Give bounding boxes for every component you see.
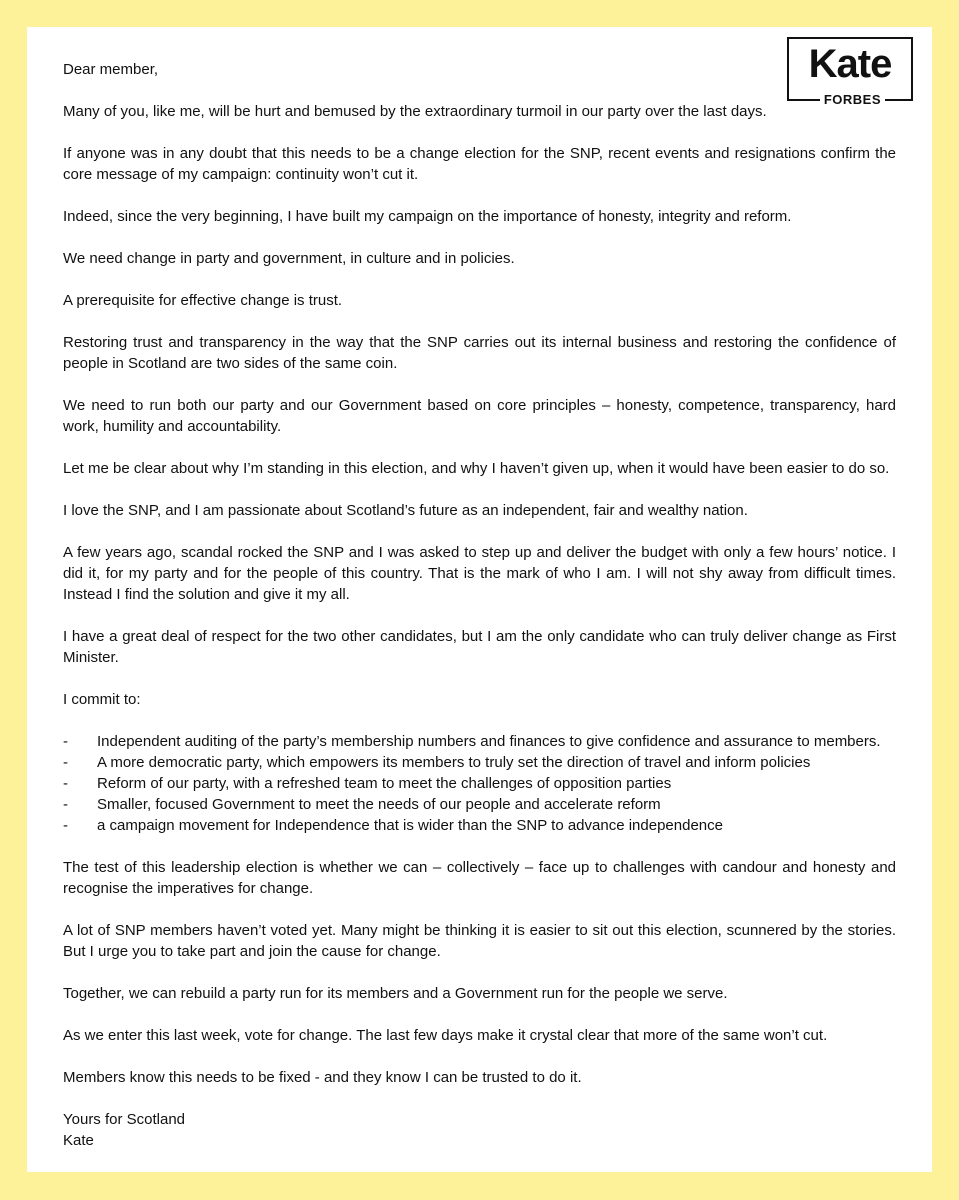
list-item-text: A more democratic party, which empowers its members to truly set the direction of travel and inform policies — [97, 754, 811, 771]
bullet-dash: - — [63, 817, 68, 834]
list-item-text: Smaller, focused Government to meet the needs of our people and accelerate reform — [97, 796, 661, 813]
logo-surname: FORBES — [820, 92, 885, 108]
paragraph: We need change in party and government, in culture and in policies. — [63, 250, 515, 267]
paragraph: I love the SNP, and I am passionate about Scotland’s future as an independent, fair and wealthy nation. — [63, 502, 748, 519]
paragraph: We need to run both our party and our Government based on core principles – honesty, competence, transparency, hard work, humility and accountability. — [63, 397, 896, 435]
paragraph: Indeed, since the very beginning, I have built my campaign on the importance of honesty, integrity and reform. — [63, 208, 792, 225]
paragraph: Together, we can rebuild a party run for its members and a Government run for the people we serve. — [63, 985, 728, 1002]
signature-block — [63, 1109, 896, 1151]
bullet-dash: - — [63, 754, 68, 771]
list-item — [63, 773, 896, 794]
paragraph: The test of this leadership election is whether we can – collectively – face up to challenges with candour and honesty and recognise the imperatives for change. — [63, 859, 896, 897]
paragraph: Many of you, like me, will be hurt and bemused by the extraordinary turmoil in our party over the last days. — [63, 103, 767, 120]
signoff: Yours for Scotland — [63, 1111, 186, 1128]
bullet-dash: - — [63, 775, 68, 792]
list-item — [63, 752, 896, 773]
paragraph: A prerequisite for effective change is trust. — [63, 292, 343, 309]
paragraph: If anyone was in any doubt that this needs to be a change election for the SNP, recent events and resignations confirm the core message of my campaign: continuity won’t cut it. — [63, 145, 896, 183]
commitments-list — [63, 731, 896, 836]
paragraph: A lot of SNP members haven’t voted yet. Many might be thinking it is easier to sit out this election, scunnered by the stories. But I urge you to take part and join the cause for change. — [63, 922, 896, 960]
paragraph: Restoring trust and transparency in the way that the SNP carries out its internal business and restoring the confidence of people in Scotland are two sides of the same coin. — [63, 334, 896, 372]
list-item — [63, 815, 896, 836]
bullet-dash: - — [63, 733, 68, 750]
paragraph: Members know this needs to be fixed - and they know I can be trusted to do it. — [63, 1069, 582, 1086]
paragraph: Let me be clear about why I’m standing in this election, and why I haven’t given up, when it would have been easier to do so. — [63, 460, 890, 477]
signature-name: Kate — [63, 1132, 94, 1149]
list-item-text: Reform of our party, with a refreshed team to meet the challenges of opposition parties — [97, 775, 672, 792]
commit-intro: I commit to: — [63, 691, 141, 708]
paragraph: As we enter this last week, vote for change. The last few days make it crystal clear that more of the same won’t cut. — [63, 1027, 828, 1044]
list-item — [63, 794, 896, 815]
list-item-text: a campaign movement for Independence that is wider than the SNP to advance independence — [97, 817, 723, 834]
paragraph: I have a great deal of respect for the two other candidates, but I am the only candidate who can truly deliver change as First Minister. — [63, 628, 896, 666]
list-item — [63, 731, 896, 752]
greeting: Dear member, — [63, 61, 159, 78]
logo-name: Kate — [808, 42, 892, 86]
list-item-text: Independent auditing of the party’s membership numbers and finances to give confidence and assurance to members. — [97, 733, 881, 750]
bullet-dash: - — [63, 796, 68, 813]
paragraph: A few years ago, scandal rocked the SNP and I was asked to step up and deliver the budget with only a few hours’ notice. I did it, for my party and for the people of this country. That is the mark of who I am. I will not shy away from difficult times. Instead I find the solution and give it my all. — [63, 544, 896, 603]
letter-body — [63, 59, 896, 1151]
